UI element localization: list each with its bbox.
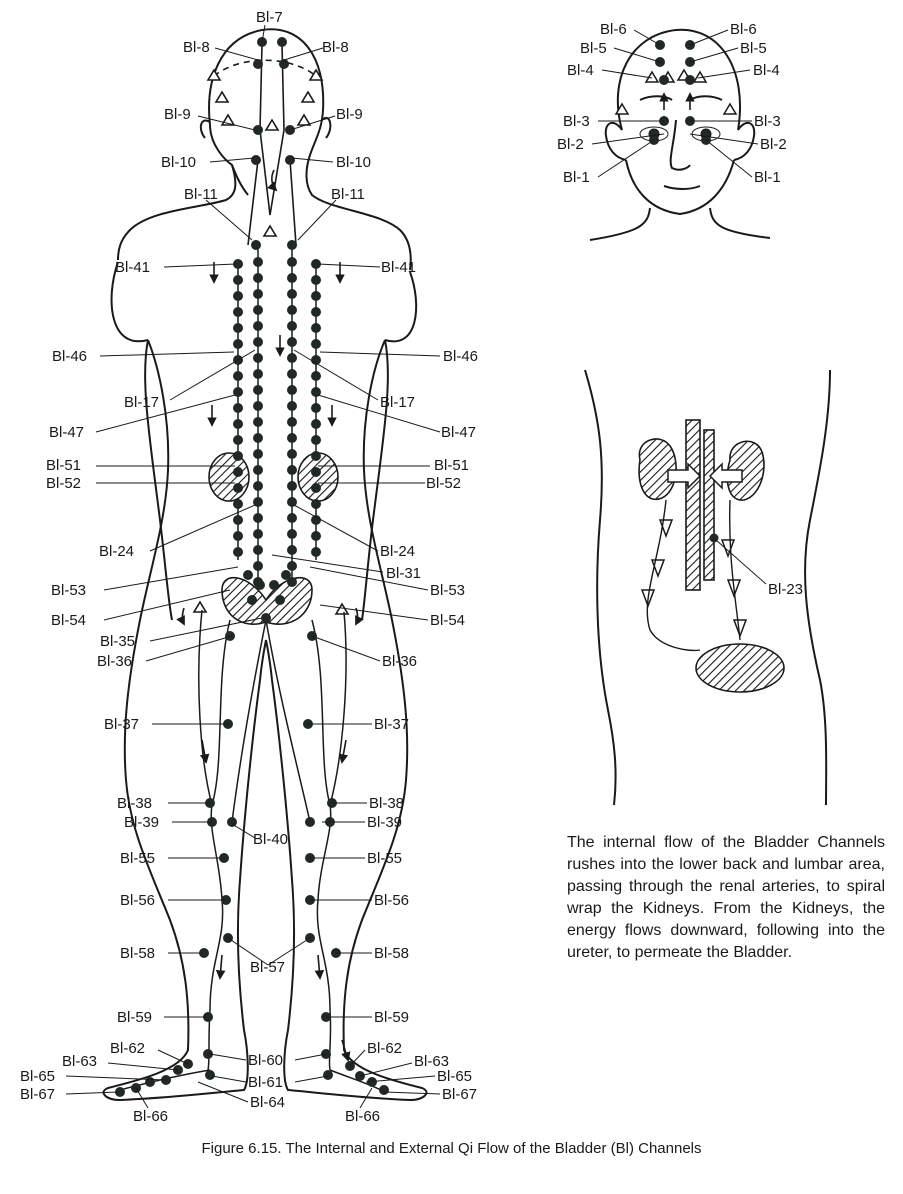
label-bl53-left: Bl-53 [51, 582, 87, 599]
label-bl3-left: Bl-3 [563, 113, 590, 130]
label-bl53-right: Bl-53 [430, 582, 466, 599]
acupoint [253, 369, 263, 379]
label-bl57: Bl-57 [250, 959, 286, 976]
acupoint [255, 580, 265, 590]
acupoint [233, 515, 243, 525]
acupoint [311, 307, 321, 317]
acupoint [311, 339, 321, 349]
label-bl35: Bl-35 [100, 633, 136, 650]
acupoint [287, 273, 297, 283]
acupoint [279, 59, 289, 69]
acupoint [243, 570, 253, 580]
acupoint [253, 545, 263, 555]
label-bl1-left: Bl-1 [563, 169, 590, 186]
acupoint [311, 547, 321, 557]
acupoint [685, 75, 695, 85]
acupoint [323, 1070, 333, 1080]
acupoint [253, 481, 263, 491]
label-bl65-left: Bl-65 [20, 1068, 56, 1085]
acupoint [253, 353, 263, 363]
acupoint [287, 481, 297, 491]
acupoint [253, 59, 263, 69]
label-bl24-left: Bl-24 [99, 543, 135, 560]
label-bl38-left: Bl-38 [117, 795, 153, 812]
acupoint [311, 483, 321, 493]
head-flow-lines [214, 44, 316, 245]
label-bl58-right: Bl-58 [374, 945, 410, 962]
acupoint [227, 817, 237, 827]
kidney-bladder-organs [639, 420, 784, 692]
acupoint [311, 467, 321, 477]
acupoint [287, 561, 297, 571]
acupoint [233, 339, 243, 349]
acupoint [287, 417, 297, 427]
label-bl39-right: Bl-39 [367, 814, 403, 831]
label-bl38-right: Bl-38 [369, 795, 405, 812]
acupoint [379, 1085, 389, 1095]
acupoint [277, 37, 287, 47]
label-bl1-right: Bl-1 [754, 169, 781, 186]
acupoint [233, 547, 243, 557]
label-bl67-right: Bl-67 [442, 1086, 478, 1103]
acupoint [233, 307, 243, 317]
label-bl65-right: Bl-65 [437, 1068, 473, 1085]
label-bl9-left: Bl-9 [164, 106, 191, 123]
label-bl59-left: Bl-59 [117, 1009, 153, 1026]
label-bl63-right: Bl-63 [414, 1053, 450, 1070]
acupoint [311, 403, 321, 413]
label-bl4-right: Bl-4 [753, 62, 780, 79]
acupoint [287, 385, 297, 395]
acupoint [233, 291, 243, 301]
acupoint [253, 305, 263, 315]
label-bl36-left: Bl-36 [97, 653, 133, 670]
label-bl37-right: Bl-37 [374, 716, 410, 733]
acupoint [253, 465, 263, 475]
acupoint [233, 403, 243, 413]
acupoint [287, 240, 297, 250]
label-bl10-right: Bl-10 [336, 154, 372, 171]
label-bl6-right: Bl-6 [730, 21, 757, 38]
label-bl9-right: Bl-9 [336, 106, 363, 123]
label-bl24-right: Bl-24 [380, 543, 416, 560]
label-bl8-right: Bl-8 [322, 39, 349, 56]
label-bl4-left: Bl-4 [567, 62, 594, 79]
label-bl5-right: Bl-5 [740, 40, 767, 57]
label-bl41-left: Bl-41 [115, 259, 151, 276]
acupoint [233, 499, 243, 509]
label-bl36-right: Bl-36 [382, 653, 418, 670]
label-bl59-right: Bl-59 [374, 1009, 410, 1026]
label-bl51-left: Bl-51 [46, 457, 82, 474]
label-bl11-left: Bl-11 [184, 186, 218, 203]
acupoint [253, 257, 263, 267]
acupoint [253, 449, 263, 459]
label-bl10-left: Bl-10 [161, 154, 197, 171]
acupoint [305, 817, 315, 827]
acupoint [253, 385, 263, 395]
acupoint [233, 275, 243, 285]
label-bl55-left: Bl-55 [120, 850, 156, 867]
acupoint [233, 531, 243, 541]
acupoint [225, 631, 235, 641]
acupoint [287, 353, 297, 363]
acupoint [233, 483, 243, 493]
label-bl46-right: Bl-46 [443, 348, 479, 365]
acupoint [253, 417, 263, 427]
acupoint [253, 561, 263, 571]
label-bl6-left: Bl-6 [600, 21, 627, 38]
face-outline [590, 30, 770, 240]
acupoint [311, 531, 321, 541]
label-bl52-left: Bl-52 [46, 475, 82, 492]
acupoint [205, 1070, 215, 1080]
acupoint [253, 529, 263, 539]
internal-flow-description: The internal flow of the Bladder Channels rushes into the lower back and lumbar area, passing through the renal arteries, to spiral wrap the Kidneys. From the Kidneys, the energy flows downward, following into the ureter, to permeate the Bladder. [567, 834, 885, 961]
label-bl52-right: Bl-52 [426, 475, 462, 492]
label-bl46-left: Bl-46 [52, 348, 88, 365]
label-bl64: Bl-64 [250, 1094, 286, 1111]
acupoint [233, 451, 243, 461]
acupoint [287, 305, 297, 315]
acupoint [233, 371, 243, 381]
head-flow-triangles [194, 70, 348, 614]
acupoint [659, 75, 669, 85]
label-bl40: Bl-40 [253, 831, 289, 848]
label-bl47-right: Bl-47 [441, 424, 477, 441]
label-bl39-left: Bl-39 [124, 814, 160, 831]
label-bl66-right: Bl-66 [345, 1108, 381, 1125]
acupoint [253, 321, 263, 331]
acupoint [233, 435, 243, 445]
label-bl54-left: Bl-54 [51, 612, 87, 629]
label-bl66-left: Bl-66 [133, 1108, 169, 1125]
acupoint [233, 419, 243, 429]
label-bl56-left: Bl-56 [120, 892, 156, 909]
acupoint [287, 545, 297, 555]
label-bl8-left: Bl-8 [183, 39, 210, 56]
acupoint [287, 513, 297, 523]
label-bl23: Bl-23 [768, 581, 804, 598]
label-bl61: Bl-61 [248, 1074, 284, 1091]
acupoint [285, 155, 295, 165]
label-bl41-right: Bl-41 [381, 259, 417, 276]
label-bl63-left: Bl-63 [62, 1053, 98, 1070]
acupoint [311, 435, 321, 445]
acupoint [311, 323, 321, 333]
label-bl62-right: Bl-62 [367, 1040, 403, 1057]
acupoint [311, 371, 321, 381]
label-bl60: Bl-60 [248, 1052, 284, 1069]
acupoint [251, 240, 261, 250]
label-bl5-left: Bl-5 [580, 40, 607, 57]
figure-caption: Figure 6.15. The Internal and External Qi Flow of the Bladder (Bl) Channels [201, 1140, 702, 1157]
acupoint [233, 467, 243, 477]
acupoint [247, 595, 257, 605]
label-bl3-right: Bl-3 [754, 113, 781, 130]
acupoint [275, 595, 285, 605]
acupoint [145, 1077, 155, 1087]
label-bl51-right: Bl-51 [434, 457, 470, 474]
acupoint [253, 273, 263, 283]
face-flow-triangles [616, 70, 736, 114]
acupoint [251, 155, 261, 165]
label-bl47-left: Bl-47 [49, 424, 85, 441]
label-bl58-left: Bl-58 [120, 945, 156, 962]
acupoint [311, 419, 321, 429]
acupoint [287, 449, 297, 459]
acupoint [287, 337, 297, 347]
acupoint [287, 321, 297, 331]
label-bl2-left: Bl-2 [557, 136, 584, 153]
acupoint [287, 257, 297, 267]
acupoint [311, 275, 321, 285]
label-bl2-right: Bl-2 [760, 136, 787, 153]
bl23-leader [716, 540, 766, 584]
label-bl55-right: Bl-55 [367, 850, 403, 867]
acupoint [281, 570, 291, 580]
label-bl17-right: Bl-17 [380, 394, 416, 411]
label-bl11-right: Bl-11 [331, 186, 365, 203]
acupoint [253, 433, 263, 443]
acupoint [287, 433, 297, 443]
face-flow-arrows [664, 94, 690, 110]
acupoint [253, 513, 263, 523]
acupoint [269, 580, 279, 590]
acupoint [311, 291, 321, 301]
acupoint [253, 401, 263, 411]
acupoint [287, 465, 297, 475]
acupoint [287, 369, 297, 379]
acupoint [311, 499, 321, 509]
back-body-outline [104, 29, 427, 1100]
acupoint [261, 613, 271, 623]
acupoint [287, 289, 297, 299]
label-bl56-right: Bl-56 [374, 892, 410, 909]
label-bl62-left: Bl-62 [110, 1040, 146, 1057]
acupoint [253, 337, 263, 347]
label-bl67-left: Bl-67 [20, 1086, 56, 1103]
label-bl37-left: Bl-37 [104, 716, 140, 733]
acupoint [311, 451, 321, 461]
acupoint [287, 529, 297, 539]
label-bl17-left: Bl-17 [124, 394, 160, 411]
label-bl54-right: Bl-54 [430, 612, 466, 629]
label-bl7: Bl-7 [256, 9, 283, 26]
acupoint [233, 323, 243, 333]
acupoint [287, 401, 297, 411]
acupoint [253, 289, 263, 299]
label-bl31: Bl-31 [386, 565, 422, 582]
